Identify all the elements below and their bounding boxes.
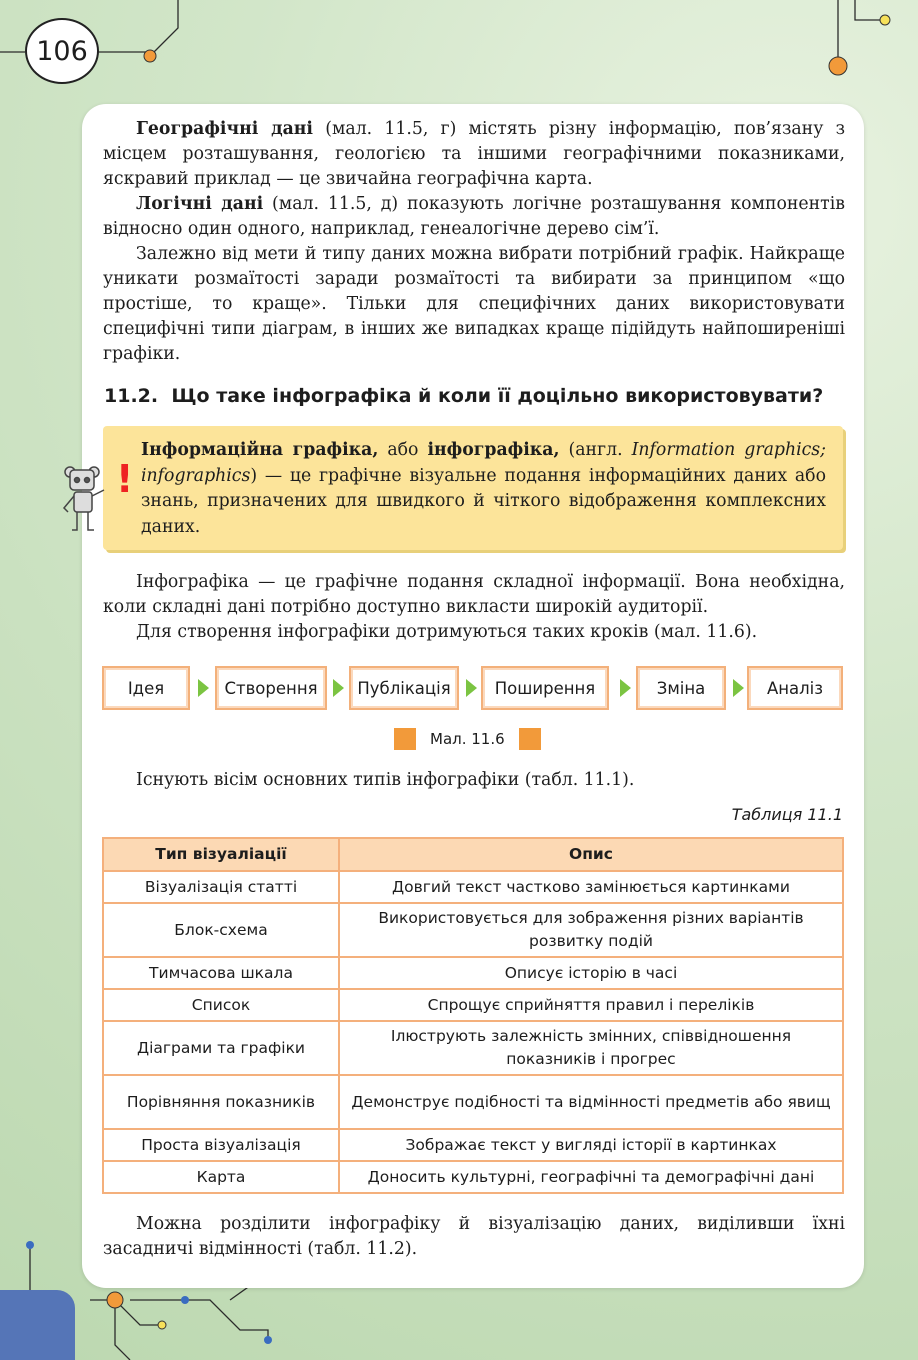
paragraph-logical: Логічні дані (мал. 11.5, д) показують логічне розташування компонентів відносно один одного, наприклад, генеалогічне дерево сім’ї. — [103, 194, 845, 239]
table-row: Порівняння показників Демонструє подібності та відмінності предметів або явищ — [103, 1075, 843, 1129]
arrow-icon — [333, 679, 344, 697]
figure-caption: Мал. 11.6 — [394, 728, 541, 750]
table-label: Таблиця 11.1 — [731, 805, 843, 824]
definition-text: Інформаційна графіка, або інфографіка, (англ. Information graphics; infographics) — це графічне візуальне подання інформаційних даних або знань, призначених для швидкого й чіткого відображення комплексних даних. — [141, 440, 826, 537]
step-analysis: Аналіз — [747, 666, 843, 710]
paragraph-steps: Для створення інфографіки дотримуються таких кроків (мал. 11.6). — [136, 622, 758, 642]
paragraph-infographics: Інфографіка — це графічне подання складної інформації. Вона необхідна, коли складні дані потрібно доступно викласти широкій аудиторії. — [103, 572, 845, 617]
table-header: Опис — [339, 838, 843, 871]
table-intro: Існують вісім основних типів інфографіки (табл. 11.1). — [136, 770, 635, 790]
table-row: Список Спрощує сприйняття правил і переліків — [103, 989, 843, 1021]
table-header: Тип візуаліації — [103, 838, 339, 871]
section-heading: 11.2. Що таке інфографіка й коли її доцільно використовувати? — [104, 385, 824, 407]
step-idea: Ідея — [102, 666, 190, 710]
table-row: Блок-схема Використовується для зображення різних варіантів розвитку подій — [103, 903, 843, 957]
step-change: Зміна — [636, 666, 726, 710]
table-row: Карта Доносить культурні, географічні та демографічні дані — [103, 1161, 843, 1193]
paragraph-choice: Залежно від мети й типу даних можна вибрати потрібний графік. Найкраще уникати розмаїтості заради розмаїтості та вибирати за принципом «що простіше, то краще». Тільки для специфічних даних використовувати специфічні типи діаграм, в інших же випадках краще підійдуть найпоширеніші графіки. — [103, 244, 845, 364]
step-publication: Публікація — [349, 666, 459, 710]
exclamation-icon: ! — [116, 457, 134, 501]
table-row: Візуалізація статті Довгий текст частково замінюється картинками — [103, 871, 843, 903]
arrow-icon — [620, 679, 631, 697]
table-header-row — [103, 838, 843, 871]
paragraph-geographic: Географічні дані (мал. 11.5, г) містять різну інформацію, пов’язану з місцем розташування, геологією та іншими географічними показниками, яскравий приклад — це звичайна географічна карта. — [103, 119, 845, 189]
arrow-icon — [733, 679, 744, 697]
step-creation: Створення — [215, 666, 327, 710]
arrow-icon — [466, 679, 477, 697]
table-row: Діаграми та графіки Ілюструють залежність змінних, співвідношення показників і прогрес — [103, 1021, 843, 1075]
table-row: Проста візуалізація Зображає текст у вигляді історії в картинках — [103, 1129, 843, 1161]
table-row: Тимчасова шкала Описує історію в часі — [103, 957, 843, 989]
infographic-types-table — [102, 837, 844, 1194]
arrow-icon — [198, 679, 209, 697]
page-number: 106 — [25, 18, 99, 84]
robot-mascot-icon — [60, 450, 140, 540]
corner-tab — [0, 1290, 75, 1360]
step-distribution: Поширення — [481, 666, 609, 710]
closing-paragraph: Можна розділити інфографіку й візуалізацію даних, виділивши їхні засадничі відмінності (табл. 11.2). — [103, 1214, 845, 1259]
middle-paragraphs — [103, 570, 845, 645]
caption-marker-icon — [519, 728, 541, 750]
caption-marker-icon — [394, 728, 416, 750]
top-paragraphs — [103, 117, 845, 367]
